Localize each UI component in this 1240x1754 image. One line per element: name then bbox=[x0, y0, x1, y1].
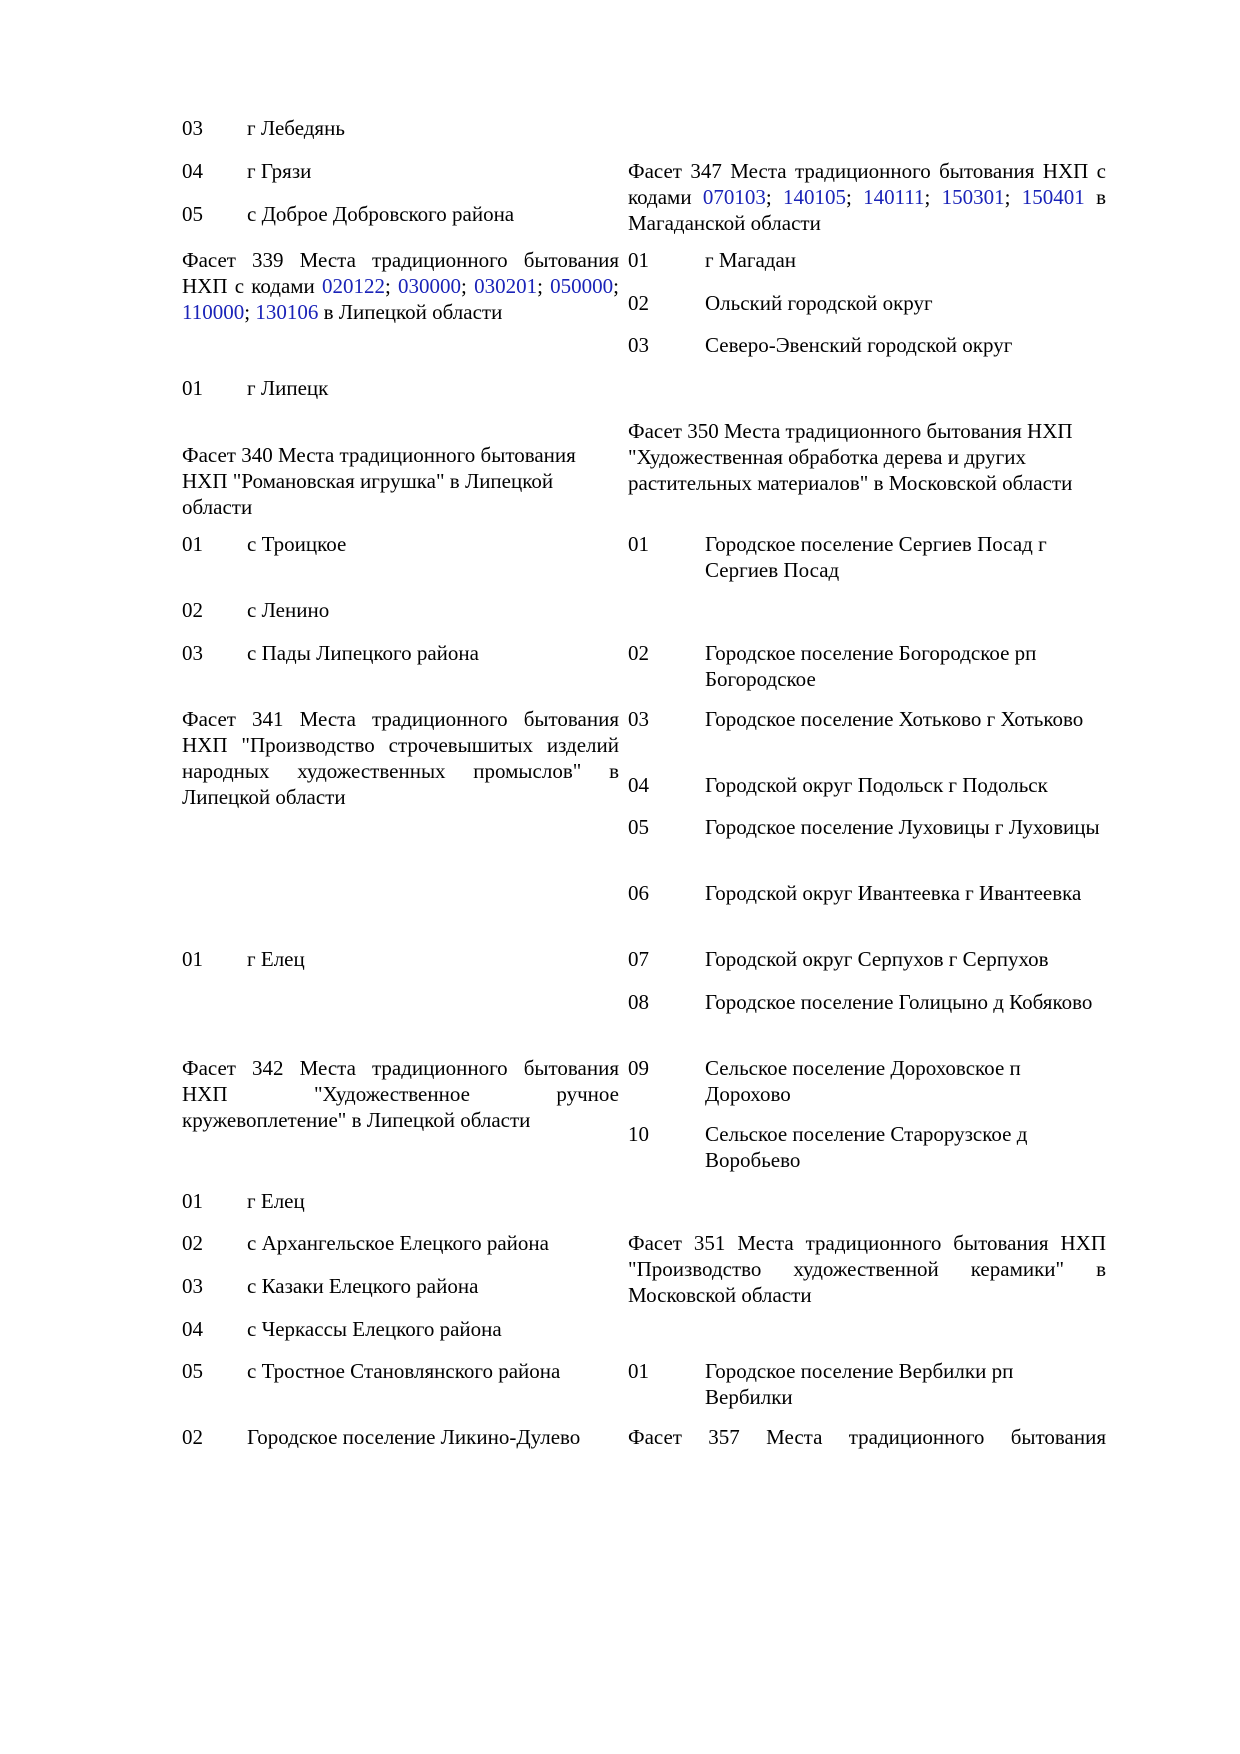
list-item bbox=[182, 1188, 619, 1214]
list-item bbox=[628, 1358, 1106, 1410]
list-item bbox=[182, 201, 619, 227]
facet-351-heading: Фасет 351 Места традиционного бытования НХП "Производство художественной керамики" в Московской области bbox=[628, 1231, 1106, 1307]
item-code: 01 bbox=[628, 248, 649, 272]
item-code: 01 bbox=[628, 1359, 649, 1383]
item-text: с Троицкое bbox=[247, 532, 347, 556]
list-item bbox=[628, 1121, 1106, 1173]
list-item bbox=[182, 115, 619, 141]
item-code: 10 bbox=[628, 1122, 649, 1146]
list-item bbox=[628, 290, 1106, 316]
list-item bbox=[182, 1273, 619, 1299]
list-item bbox=[628, 531, 1106, 583]
list-item bbox=[628, 772, 1106, 798]
list-item bbox=[182, 640, 619, 666]
item-text: Ольский городской округ bbox=[705, 291, 933, 315]
code-link[interactable]: 140105 bbox=[782, 185, 846, 209]
item-text: г Грязи bbox=[247, 159, 312, 183]
facet-357-heading: Фасет 357 Места традиционного бытования bbox=[628, 1425, 1106, 1449]
heading-text: Фасет 347 Места традиционного бытования НХП с кодами bbox=[628, 159, 1106, 209]
heading-text: в Магаданской области bbox=[628, 185, 1106, 235]
item-text: с Казаки Елецкого района bbox=[247, 1274, 479, 1298]
item-text: Сельское поселение Старорузское д Воробьево bbox=[705, 1122, 1028, 1172]
heading-text: в Липецкой области bbox=[318, 300, 503, 324]
facet-350-heading: Фасет 350 Места традиционного бытования НХП "Художественная обработка дерева и других растительных материалов" в Московской области bbox=[628, 419, 1073, 495]
item-text: г Елец bbox=[247, 1189, 305, 1213]
item-text: с Архангельское Елецкого района bbox=[247, 1231, 549, 1255]
item-text: Северо-Эвенский городской округ bbox=[705, 333, 1013, 357]
item-text: г Магадан bbox=[705, 248, 797, 272]
item-code: 01 bbox=[182, 947, 203, 971]
item-text: Городское поселение Хотьково г Хотьково bbox=[705, 707, 1084, 731]
list-item bbox=[182, 158, 619, 184]
item-text: Городское поселение Голицыно д Кобяково bbox=[705, 990, 1093, 1014]
item-text: с Пады Липецкого района bbox=[247, 641, 479, 665]
item-text: Городской округ Подольск г Подольск bbox=[705, 773, 1048, 797]
heading-text: Фасет 339 Места традиционного бытования НХП с кодами bbox=[182, 248, 619, 298]
list-item bbox=[182, 946, 619, 972]
item-code: 03 bbox=[628, 707, 649, 731]
item-code: 03 bbox=[182, 116, 203, 140]
facet-342-heading: Фасет 342 Места традиционного бытования НХП "Художественное ручное кружевоплетение" в Липецкой области bbox=[182, 1056, 619, 1132]
facet-347-heading bbox=[628, 158, 1106, 236]
list-item bbox=[628, 640, 1106, 692]
separator: ; bbox=[461, 274, 475, 298]
item-code: 03 bbox=[182, 1274, 203, 1298]
separator: ; bbox=[613, 274, 619, 298]
item-text: Сельское поселение Дороховское п Дорохово bbox=[705, 1056, 1021, 1106]
list-item bbox=[182, 597, 619, 623]
code-link[interactable]: 030201 bbox=[474, 274, 538, 298]
separator: ; bbox=[244, 300, 256, 324]
code-link[interactable]: 150401 bbox=[1021, 185, 1085, 209]
item-code: 02 bbox=[628, 641, 649, 665]
item-code: 01 bbox=[182, 1189, 203, 1213]
item-code: 02 bbox=[182, 1425, 203, 1449]
item-code: 01 bbox=[182, 532, 203, 556]
list-item bbox=[628, 332, 1106, 358]
code-link[interactable]: 150301 bbox=[941, 185, 1005, 209]
item-text: Городской округ Серпухов г Серпухов bbox=[705, 947, 1049, 971]
item-code: 02 bbox=[182, 1231, 203, 1255]
list-item bbox=[628, 247, 1106, 273]
item-code: 04 bbox=[628, 773, 649, 797]
separator: ; bbox=[845, 185, 864, 209]
separator: ; bbox=[765, 185, 783, 209]
item-code: 01 bbox=[628, 532, 649, 556]
list-item bbox=[628, 706, 1106, 732]
list-item bbox=[628, 1055, 1106, 1107]
item-text: с Ленино bbox=[247, 598, 330, 622]
item-text: Городской округ Ивантеевка г Ивантеевка bbox=[705, 881, 1082, 905]
item-code: 05 bbox=[628, 815, 649, 839]
code-link[interactable]: 070103 bbox=[702, 185, 766, 209]
list-item bbox=[628, 880, 1106, 906]
list-item bbox=[182, 1316, 619, 1342]
item-text: Городское поселение Ликино-Дулево bbox=[247, 1425, 581, 1449]
item-text: г Липецк bbox=[247, 376, 329, 400]
item-text: с Тростное Становлянского района bbox=[247, 1359, 561, 1383]
item-text: Городское поселение Сергиев Посад г Сергиев Посад bbox=[705, 532, 1047, 582]
code-link[interactable]: 020122 bbox=[322, 274, 385, 298]
list-item bbox=[182, 375, 619, 401]
code-link[interactable]: 030000 bbox=[398, 274, 462, 298]
facet-340-heading: Фасет 340 Места традиционного бытования НХП "Романовская игрушка" в Липецкой области bbox=[182, 443, 576, 519]
item-text: Городское поселение Луховицы г Луховицы bbox=[705, 815, 1100, 839]
separator: ; bbox=[1004, 185, 1022, 209]
item-code: 06 bbox=[628, 881, 649, 905]
item-code: 03 bbox=[628, 333, 649, 357]
item-code: 07 bbox=[628, 947, 649, 971]
list-item bbox=[628, 946, 1106, 972]
item-code: 02 bbox=[628, 291, 649, 315]
code-link[interactable]: 130106 bbox=[255, 300, 319, 324]
item-text: Городское поселение Богородское рп Богородское bbox=[705, 641, 1037, 691]
separator: ; bbox=[924, 185, 942, 209]
list-item bbox=[628, 814, 1106, 840]
item-code: 02 bbox=[182, 598, 203, 622]
separator: ; bbox=[537, 274, 551, 298]
item-text: г Елец bbox=[247, 947, 305, 971]
item-code: 01 bbox=[182, 376, 203, 400]
item-code: 04 bbox=[182, 1317, 203, 1341]
code-link[interactable]: 140111 bbox=[863, 185, 925, 209]
item-text: г Лебедянь bbox=[247, 116, 345, 140]
code-link[interactable]: 050000 bbox=[550, 274, 614, 298]
code-link[interactable]: 110000 bbox=[182, 300, 245, 324]
item-code: 09 bbox=[628, 1056, 649, 1080]
facet-341-heading: Фасет 341 Места традиционного бытования НХП "Производство строчевышитых изделий народных художественных промыслов" в Липецкой области bbox=[182, 707, 619, 809]
list-item bbox=[182, 531, 619, 557]
item-text: с Черкассы Елецкого района bbox=[247, 1317, 502, 1341]
item-code: 08 bbox=[628, 990, 649, 1014]
item-code: 05 bbox=[182, 202, 203, 226]
item-code: 03 bbox=[182, 641, 203, 665]
item-code: 05 bbox=[182, 1359, 203, 1383]
item-code: 04 bbox=[182, 159, 203, 183]
list-item bbox=[182, 1230, 619, 1256]
list-item bbox=[182, 1358, 619, 1384]
list-item bbox=[182, 1424, 619, 1450]
list-item bbox=[628, 989, 1106, 1015]
separator: ; bbox=[385, 274, 399, 298]
facet-339-heading bbox=[182, 247, 619, 325]
item-text: с Доброе Добровского района bbox=[247, 202, 515, 226]
item-text: Городское поселение Вербилки рп Вербилки bbox=[705, 1359, 1014, 1409]
